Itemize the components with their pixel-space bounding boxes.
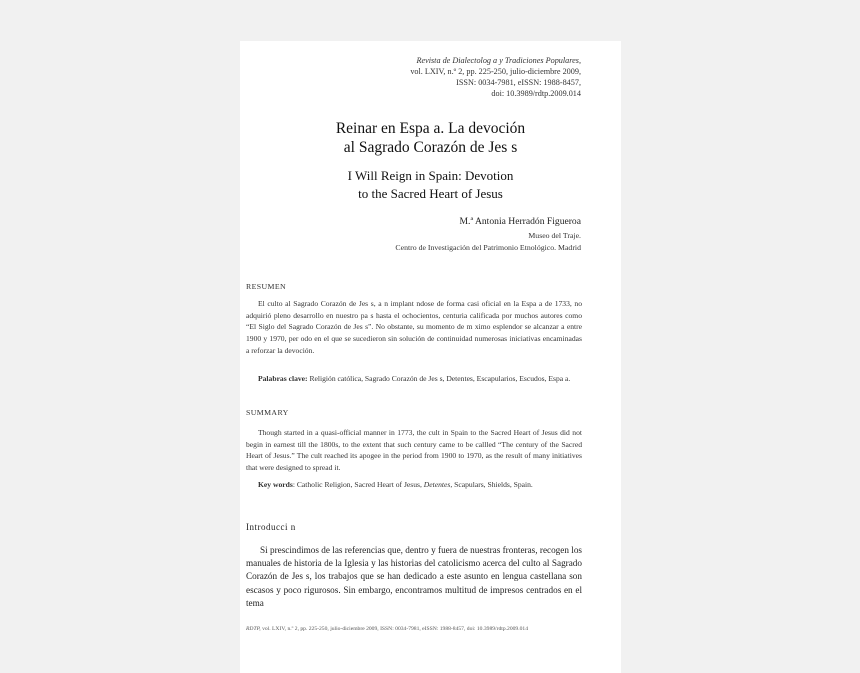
key-words (246, 479, 582, 491)
author-affiliation (395, 230, 581, 254)
title-english (240, 167, 621, 202)
introduction-heading: Introducci n (246, 522, 296, 532)
key-words-label: Key words (258, 480, 293, 489)
key-words-italic: Detentes (423, 480, 451, 489)
key-words-text-1: : Catholic Religion, Sacred Heart of Jesus, (292, 480, 424, 489)
journal-volume: vol. LXIV, n.º 2, pp. 225-250, julio-diciembre 2009, (410, 67, 581, 76)
journal-name: Revista de Dialectolog a y Tradiciones Populares, (416, 56, 581, 65)
journal-issn: ISSN: 0034-7981, eISSN: 1988-8457, (456, 78, 581, 87)
resumen-text: El culto al Sagrado Corazón de Jes s, a n implant ndose de forma casi oficial en la Espa a de 1733, no adquirió pleno desarrollo en nuestro pa s hasta el ochocientos, centuria calificada por muchos autores como “El Siglo del Sagrado Corazón de Jes s”. No obstante, su momento de m ximo esplendor se alcanzar a entre 1900 y 1970, per odo en el que se sucedieron sin solución de continuidad numerosas iniciativas encaminadas a reforzar la devoción. (246, 299, 582, 355)
journal-doi: doi: 10.3989/rdtp.2009.014 (491, 89, 581, 98)
title-english-line-2: to the Sacred Heart of Jesus (358, 185, 503, 201)
paper-page (240, 41, 621, 673)
palabras-clave-text: Religión católica, Sagrado Corazón de Jes s, Detentes, Escapularios, Escudos, Espa a. (307, 374, 571, 383)
affiliation-line-1: Museo del Traje. (528, 231, 581, 240)
title-spanish-line-2: al Sagrado Corazón de Jes s (343, 139, 518, 156)
footer-journal: RDTP, (246, 626, 261, 632)
key-words-text-2: , Scapulars, Shields, Spain. (450, 480, 533, 489)
palabras-clave-label: Palabras clave: (258, 374, 308, 383)
journal-header (410, 55, 581, 99)
resumen-heading: RESUMEN (246, 282, 287, 291)
affiliation-line-2: Centro de Investigación del Patrimonio Etnológico. Madrid (395, 243, 581, 252)
title-spanish-line-1: Reinar en Espa a. La devoción (335, 120, 526, 137)
author-name: M.ª Antonia Herradón Figueroa (459, 216, 581, 227)
title-english-line-1: I Will Reign in Spain: Devotion (347, 168, 514, 183)
body-paragraph: Si prescindimos de las referencias que, dentro y fuera de nuestras fronteras, recogen los manuales de historia de la Iglesia y las historias del catolicismo acerca del culto al Sagrado Corazón de Jes s, los trabajos que se han dedicado a este asunto en lengua castellana son escasos y poco rigurosos. Sin embargo, encontramos multitud de impresos centrados en el tema (246, 545, 582, 608)
page-footer (246, 626, 586, 632)
summary-heading: SUMMARY (246, 408, 289, 417)
palabras-clave (246, 373, 582, 385)
title-spanish (240, 119, 621, 157)
summary-text: Though started in a quasi-official manner in 1773, the cult in Spain to the Sacred Heart of Jesus did not begin in earnest till the 1800s, to the extent that such century came to be callled “The century of the Sacred Heart of Jesus.” The cult reached its apogee in the period from 1900 to 1970, as the result of many initiatives that were designed to spread it. (246, 428, 582, 473)
footer-citation: vol. LXIV, n.º 2, pp. 225-250, julio-diciembre 2009, ISSN: 0034-7981, eISSN: 1988-8457, doi: 10.3989/rdtp.2009.014 (260, 626, 528, 632)
